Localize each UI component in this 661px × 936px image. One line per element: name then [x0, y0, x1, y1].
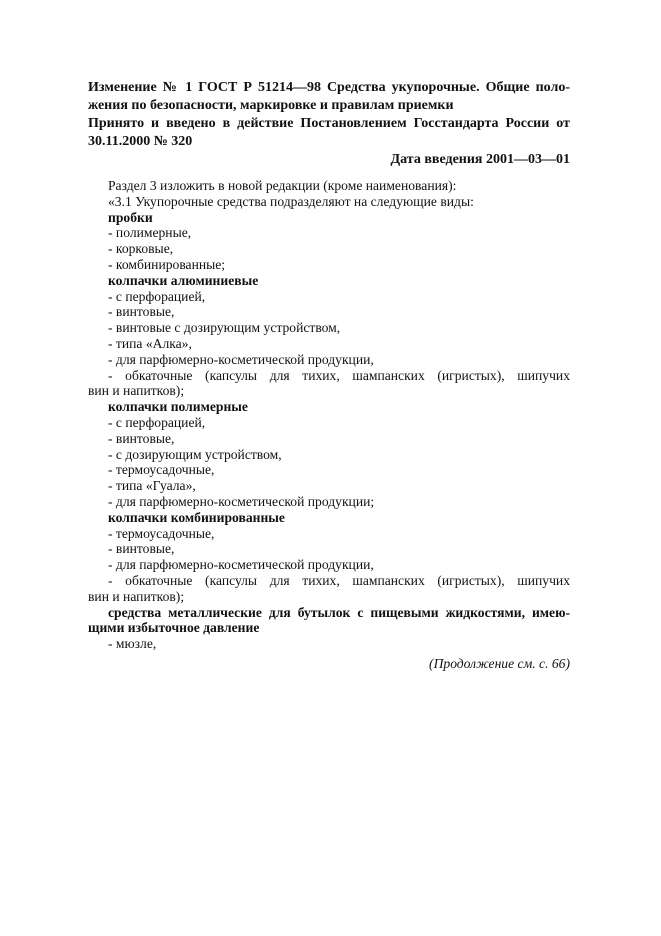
list-item: - с перфорацией,: [108, 288, 206, 304]
adoption-line1: Принято и введено в действие Постановлением Госстандарта России от: [88, 116, 570, 131]
section-heading: средства металлические для бутылок с пищевыми жидкостями, имею-: [108, 604, 570, 620]
effective-date: Дата введения 2001—03—01: [390, 152, 570, 167]
body-line: Раздел 3 изложить в новой редакции (кроме наименования):: [108, 178, 457, 193]
list-item: - типа «Алка»,: [108, 335, 192, 351]
body-text: [88, 178, 570, 672]
continuation-note: (Продолжение см. с. 66): [429, 655, 570, 671]
list-item: - для парфюмерно-косметической продукции,: [108, 557, 374, 573]
amendment-title-line2: жения по безопасности, маркировке и правилам приемки: [88, 98, 454, 113]
list-item-continuation: вин и напитков);: [88, 588, 185, 604]
list-item: - термоусадочные,: [108, 525, 215, 541]
list-item: - с перфорацией,: [108, 414, 206, 430]
list-item: - для парфюмерно-косметической продукции,: [108, 351, 374, 367]
amendment-title-line1: Изменение № 1 ГОСТ Р 51214—98 Средства укупорочные. Общие поло-: [88, 80, 570, 95]
list-item: - винтовые,: [108, 430, 175, 446]
section-heading: колпачки полимерные: [108, 399, 248, 415]
list-item: - для парфюмерно-косметической продукции;: [108, 493, 375, 509]
list-item-continuation: вин и напитков);: [88, 383, 185, 399]
list-item: - винтовые,: [108, 304, 175, 320]
list-item: - термоусадочные,: [108, 462, 215, 478]
section-heading: пробки: [108, 209, 153, 225]
section-heading-continuation: щими избыточное давление: [88, 620, 260, 636]
document-page: [88, 79, 570, 672]
list-item: - типа «Гуала»,: [108, 478, 196, 494]
list-item: - полимерные,: [108, 225, 192, 241]
list-item: - обкаточные (капсулы для тихих, шампанских (игристых), шипучих: [108, 367, 570, 383]
list-item: - комбинированные;: [108, 256, 226, 272]
list-item: - корковые,: [108, 241, 174, 257]
list-item: - обкаточные (капсулы для тихих, шампанских (игристых), шипучих: [108, 572, 570, 588]
list-item: - винтовые с дозирующим устройством,: [108, 320, 341, 336]
section-heading: колпачки комбинированные: [108, 509, 285, 525]
list-item: - мюзле,: [108, 636, 157, 652]
body-line: «3.1 Укупорочные средства подразделяют на следующие виды:: [108, 193, 474, 209]
list-item: - с дозирующим устройством,: [108, 446, 282, 462]
section-heading: колпачки алюминиевые: [108, 272, 259, 288]
list-item: - винтовые,: [108, 541, 175, 557]
adoption-line2: 30.11.2000 № 320: [88, 134, 193, 149]
